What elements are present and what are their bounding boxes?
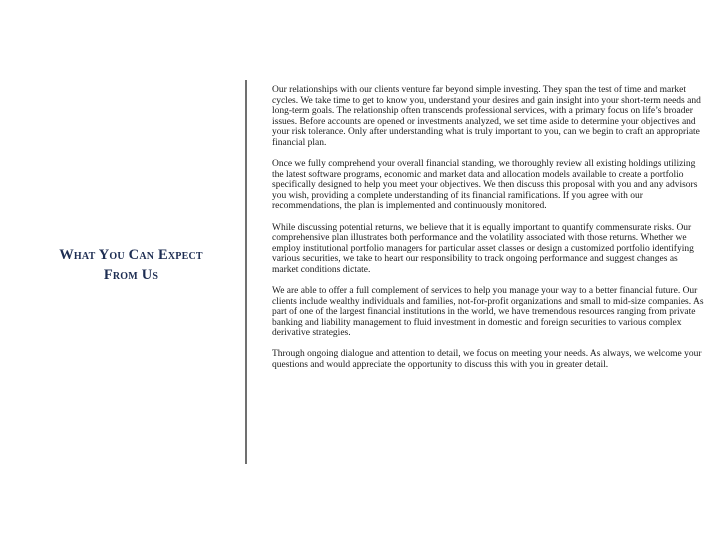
paragraph-5: Through ongoing dialogue and attention to detail, we focus on meeting your needs. As always, we welcome your questions and would appreciate the opportunity to discuss this with you in greater detail.: [272, 349, 702, 371]
body-text: [272, 85, 704, 381]
paragraph-1: Our relationships with our clients venture far beyond simple investing. They span the test of time and market cycles. We take time to get to know you, understand your desires and gain insight into your short-term needs and long-term goals. The relationship often transcends professional services, with a primary focus on life’s broader issues. Before accounts are opened or investments analyzed, we set time aside to determine your objectives and your risk tolerance. Only after understanding what is truly important to you, can we begin to craft an appropriate financial plan.: [272, 85, 701, 148]
paragraph-4: We are able to offer a full complement of services to help you manage your way to a better financial future. Our clients include wealthy individuals and families, not-for-profit organizations and small to mid-size companies. As part of one of the largest financial institutions in the world, we have tremendous resources ranging from private banking and liability management to fluid investment in domestic and foreign securities to various complex derivative strategies.: [272, 286, 704, 339]
paragraph-2: Once we fully comprehend your overall financial standing, we thoroughly review all existing holdings utilizing the latest software programs, economic and market data and allocation models available to create a portfolio specifically designed to help you meet your objectives. We then discuss this proposal with you and any advisors you wish, providing a complete understanding of its financial ramifications. If you agree with our recommendations, the plan is implemented and continuously monitored.: [272, 159, 698, 212]
section-heading: [20, 245, 242, 285]
heading-line-2: From Us: [103, 267, 159, 283]
heading-line-1: What You Can Expect: [59, 247, 203, 263]
paragraph-3: While discussing potential returns, we believe that it is equally important to quantify commensurate risks. Our comprehensive plan illustrates both performance and the volatility associated with those returns. Whether we employ institutional portfolio managers for particular asset classes or design a customized portfolio identifying various securities, we take to heart our responsibility to track ongoing performance and suggest changes as market conditions dictate.: [272, 222, 694, 275]
vertical-divider: [245, 80, 247, 464]
